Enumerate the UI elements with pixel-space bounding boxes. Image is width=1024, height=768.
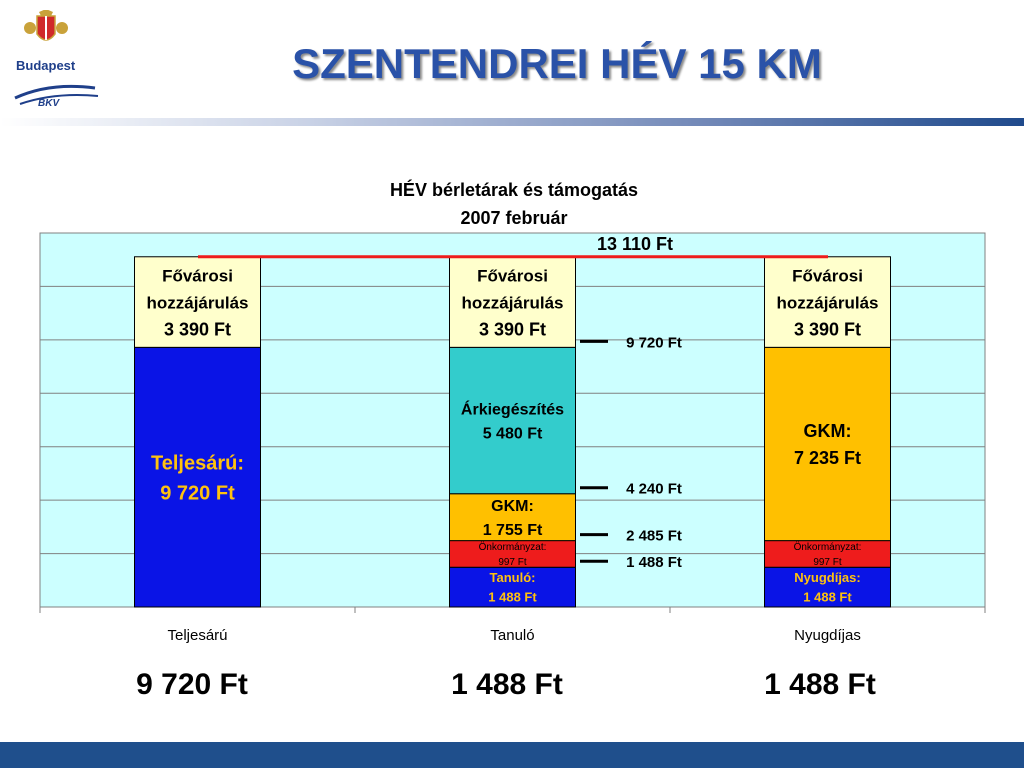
total-label-3: 1 488 Ft: [764, 668, 876, 701]
reference-line-label: 13 110 Ft: [596, 234, 674, 254]
bar-segment-label: Fővárosi: [477, 266, 548, 286]
x-tick-label: Teljesárú: [167, 627, 228, 644]
bar-segment-label: Teljesárú:: [151, 452, 244, 475]
bar-segment-label: 997 Ft: [813, 557, 842, 569]
bar-segment-label: Nyugdíjas:: [794, 570, 861, 586]
bar-segment-label: 1 488 Ft: [803, 589, 852, 605]
chart-title: HÉV bérletárak és támogatás: [389, 180, 639, 200]
annotation-label: 9 720 Ft: [626, 334, 682, 352]
annotation-label: 1 488 Ft: [626, 554, 682, 572]
bar-segment-label: 3 390 Ft: [478, 319, 547, 340]
bar-segment-label: Fővárosi: [792, 266, 863, 286]
bar-segment-label: 3 390 Ft: [793, 319, 862, 340]
bar-segment-label: 3 390 Ft: [163, 319, 232, 340]
x-tick-label: Nyugdíjas: [794, 627, 861, 644]
bar-segment-label: Önkormányzat:: [478, 542, 547, 554]
total-label-1: 9 720 Ft: [136, 668, 248, 701]
chart-subtitle: 2007 február: [460, 208, 568, 228]
bar-segment-label: 1 755 Ft: [482, 521, 543, 539]
x-tick-label: Tanuló: [490, 627, 535, 644]
bar-segment-label: Árkiegészítés: [460, 401, 565, 419]
logo-company-text: BKV: [38, 98, 60, 109]
bar-segment-label: 5 480 Ft: [482, 425, 543, 443]
bar-segment-label: hozzájárulás: [461, 293, 564, 313]
footer-bar: [0, 742, 1024, 768]
annotation-label: 2 485 Ft: [626, 527, 682, 545]
bar-segment-label: Önkormányzat:: [793, 542, 862, 554]
logo-city-text: Budapest: [16, 58, 76, 73]
bar-segment: [450, 347, 576, 493]
bar-segment-label: hozzájárulás: [146, 293, 249, 313]
annotation-label: 4 240 Ft: [626, 480, 682, 498]
bar-segment: [135, 347, 261, 607]
bar-segment-label: 1 488 Ft: [488, 589, 537, 605]
bar-segment: [765, 347, 891, 540]
bar-segment-label: Tanuló:: [489, 570, 536, 586]
bar-segment-label: Fővárosi: [162, 266, 233, 286]
bar-segment-label: GKM:: [803, 420, 852, 441]
bar-segment-label: 7 235 Ft: [793, 447, 862, 468]
bar-segment-label: hozzájárulás: [776, 293, 879, 313]
total-label-2: 1 488 Ft: [451, 668, 563, 701]
plot-area: [40, 233, 985, 644]
bar-segment-label: 9 720 Ft: [160, 482, 235, 505]
page-title: SZENTENDREI HÉV 15 KM: [292, 40, 822, 87]
bar-segment-label: 997 Ft: [498, 557, 527, 569]
bar-segment-label: GKM:: [491, 497, 534, 515]
